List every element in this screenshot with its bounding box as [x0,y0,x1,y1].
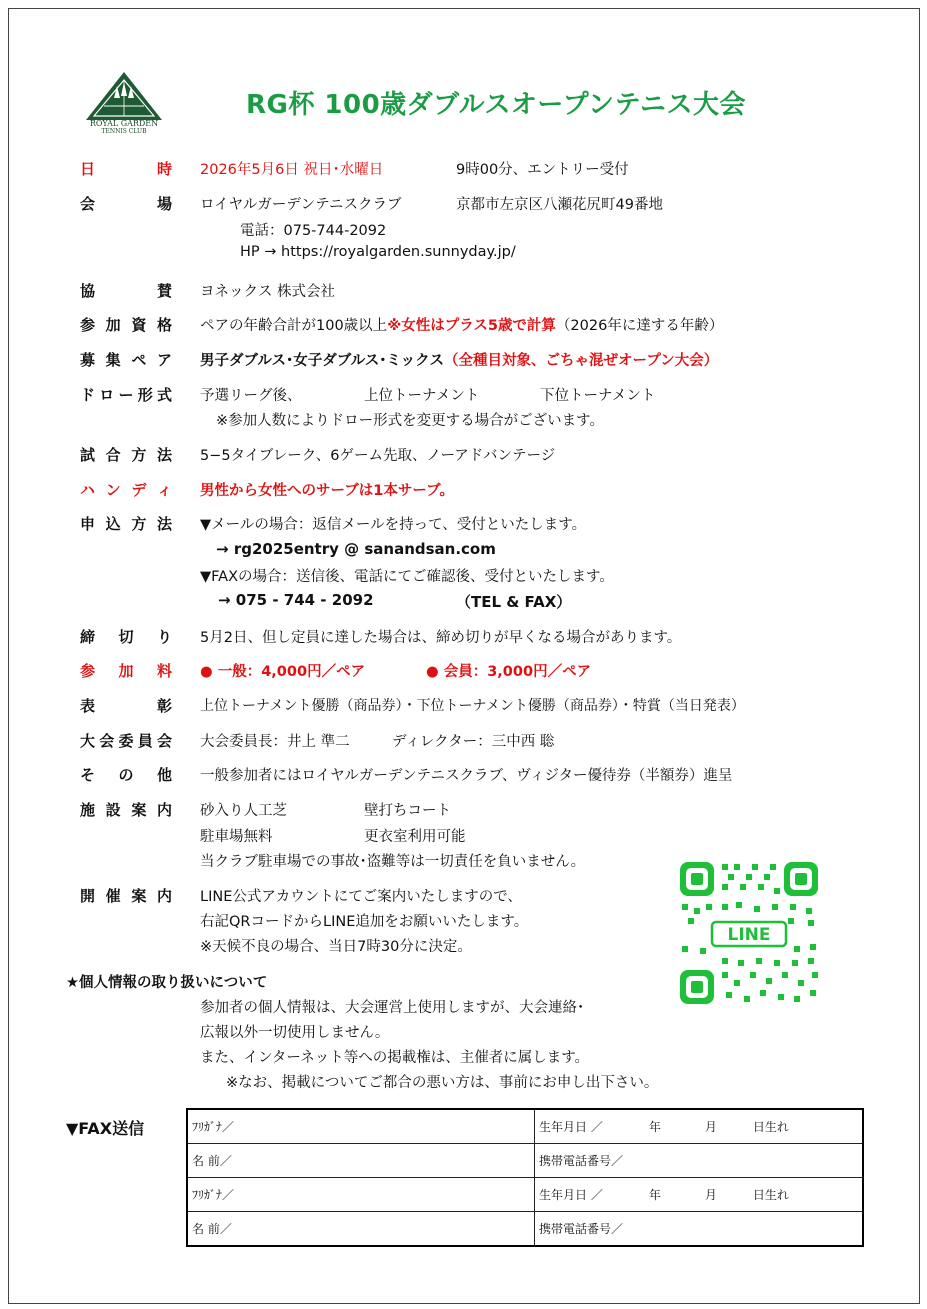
facility-a: 砂入り人工芝 [200,803,287,819]
venue-value: ロイヤルガーデンテニスクラブ [200,197,402,213]
club-logo [84,70,164,140]
name-field-1[interactable]: 名 前／ [187,1144,535,1178]
label-committee: 大 会 委 員 会 [80,732,172,750]
privacy-l4: ※なお、掲載についてご都合の悪い方は、事前にお申し出下さい。 [226,1075,659,1091]
notice-l1: LINE公式アカウントにてご案内いたしますので、 [200,889,522,905]
pairs-value: 男子ダブルス･女子ダブルス･ミックス（全種目対象、ごちゃ混ぜオープン大会） [200,353,719,369]
fax-form-table [186,1108,864,1247]
award-value: 上位トーナメント優勝（商品券）・下位トーナメント優勝（商品券）・特賞（当日発表） [200,698,745,714]
table-row [187,1178,863,1212]
notice-l2: 右記QRコードからLINE追加をお願いいたします。 [200,914,529,930]
mobile-field-2[interactable]: 携帯電話番号／ [539,1222,624,1236]
draw-note: ※参加人数によりドロー形式を変更する場合がございます。 [216,413,604,429]
privacy-l3: また、インターネット等への掲載権は、主催者に属します。 [200,1050,590,1066]
label-notice: 開 催 案 内 [80,887,172,905]
fax-label: ▼FAX送信 [66,1119,145,1138]
apply-fax: ▼FAXの場合：送信後、電話にてご確認後、受付といたします。 [200,569,614,585]
date-value: 2026年5月6日 祝日･水曜日 [200,162,384,178]
label-draw: ド ロ ー 形 式 [80,386,172,404]
committee-chair: 大会委員長：井上 準二 [200,734,350,750]
deadline-value: 5月2日、但し定員に達した場合は、締め切りが早くなる場合があります。 [200,630,682,646]
draw-v1: 予選リーグ後、 [200,388,302,404]
furigana-field-1[interactable]: ﾌﾘｶﾞﾅ／ [187,1109,535,1144]
apply-mail-address[interactable]: → rg2025entry @ sanandsan.com [216,540,496,558]
label-date: 日 時 [80,160,172,178]
privacy-heading: ★個人情報の取り扱いについて [66,975,268,991]
committee-director: ディレクター：三中西 聡 [392,734,555,750]
apply-fax-tag: （TEL & FAX） [456,593,572,611]
furigana-field-2[interactable]: ﾌﾘｶﾞﾅ／ [187,1178,535,1212]
label-venue: 会 場 [80,195,172,213]
handicap-value: 男性から女性へのサーブは1本サーブ。 [200,483,454,499]
privacy-l2: 広報以外一切使用しません。 [200,1025,390,1041]
table-row [187,1212,863,1247]
fee-member: ● 会員：3,000円／ペア [426,664,592,680]
birthdate-field-2[interactable]: 生年月日 ／ 年 月 日生れ [535,1178,864,1212]
name-field-2[interactable]: 名 前／ [187,1212,535,1247]
pairs-note: （全種目対象、ごちゃ混ぜオープン大会） [444,353,719,369]
table-row [187,1144,863,1178]
label-award: 表 彰 [80,697,172,715]
line-qr-code-icon[interactable] [678,860,820,1006]
match-value: 5−5タイブレーク、6ゲーム先取、ノーアドバンテージ [200,448,556,464]
apply-mail: ▼メールの場合：返信メールを持って、受付といたします。 [200,517,587,533]
facility-b: 壁打ちコート [364,803,451,819]
qr-line-label: LINE [727,925,771,945]
apply-fax-number: → 075 - 744 - 2092 [218,591,374,609]
label-match: 試 合 方 法 [80,446,172,464]
label-apply: 申 込 方 法 [80,515,172,533]
time-value: 9時00分、エントリー受付 [456,162,629,178]
label-eligibility: 参 加 資 格 [80,316,172,334]
label-fee: 参 加 料 [80,662,172,680]
facility-d: 更衣室利用可能 [364,829,466,845]
label-other: そ の 他 [80,766,172,784]
notice-l3: ※天候不良の場合、当日7時30分に決定。 [200,939,472,955]
eligibility-value: ペアの年齢合計が100歳以上※女性はプラス5歳で計算（2026年に達する年齢） [200,318,724,334]
venue-address: 京都市左京区八瀬花尻町49番地 [456,197,663,213]
table-row [187,1109,863,1144]
venue-tel: 電話：075-744-2092 [240,223,387,239]
tennis-court-logo-icon [84,70,164,122]
facility-c: 駐車場無料 [200,829,273,845]
label-handicap: ハ ン デ ィ [80,481,172,499]
label-facility: 施 設 案 内 [80,801,172,819]
facility-e: 当クラブ駐車場での事故･盗難等は一切責任を負いません。 [200,854,586,870]
sponsor-value: ヨネックス 株式会社 [200,284,335,300]
venue-hp[interactable]: HP → https://royalgarden.sunnyday.jp/ [240,244,516,260]
privacy-l1: 参加者の個人情報は、大会運営上使用しますが、大会連絡･ [200,1000,585,1016]
logo-line1: ROYAL GARDEN [89,119,159,128]
birthdate-field-1[interactable]: 生年月日 ／ 年 月 日生れ [535,1109,864,1144]
logo-line2: TENNIS CLUB [101,128,147,135]
label-sponsor: 協 賛 [80,282,172,300]
label-pairs: 募 集 ペ ア [80,351,172,369]
other-value: 一般参加者にはロイヤルガーデンテニスクラブ、ヴィジター優待券（半額券）進呈 [200,768,733,784]
draw-v2: 上位トーナメント [364,388,480,404]
label-deadline: 締 切 り [80,628,172,646]
draw-v3: 下位トーナメント [540,388,656,404]
page-title: RG杯 100歳ダブルスオープンテニス大会 [246,90,746,120]
eligibility-note: ※女性はプラス5歳で計算 [387,318,556,334]
mobile-field-1[interactable]: 携帯電話番号／ [535,1144,864,1178]
fee-general: ● 一般：4,000円／ペア [200,664,366,680]
